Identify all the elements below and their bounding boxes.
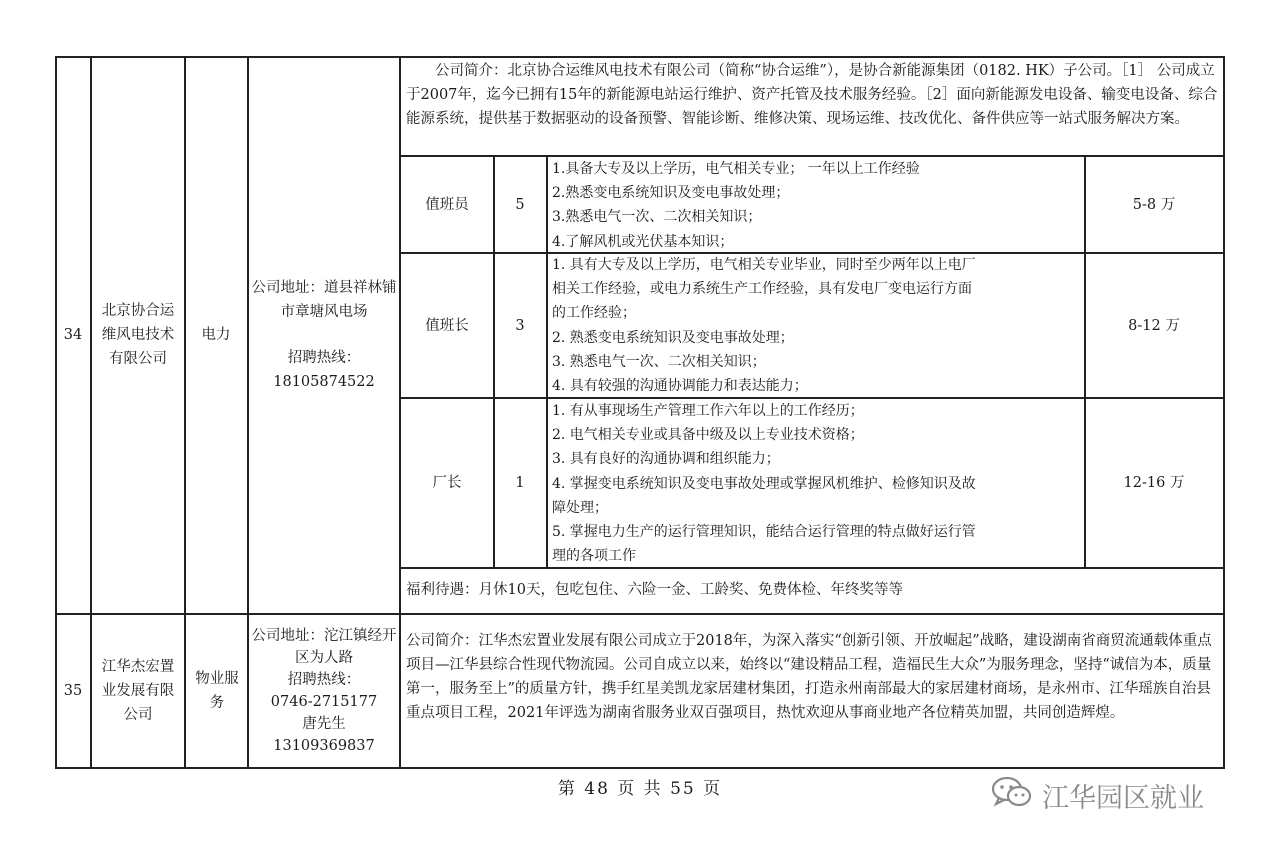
requirement-line: 4.了解风机或光伏基本知识； — [552, 233, 734, 250]
position-count: 5 — [515, 196, 525, 213]
col-divider — [90, 56, 92, 768]
intro-text: 公司简介：北京协合运维风电技术有限公司（简称“协合运维”），是协合新能源集团（0182. HK）子公司。［1］ 公司成立于2007年，迄今已拥有15年的新能源电站运行维护、资产托管及技术服务经验。［2］面向新能源发电设备、输变电设备、综合能源系统，提供基于数据驱动的设备预警、智能诊断、维修决策、现场运维、技改优化、备件供应等一站式服务解决方案。 — [406, 63, 1218, 127]
industry: 物业服务 — [195, 671, 239, 711]
table-border-bottom — [55, 767, 1225, 769]
contact-cell — [250, 615, 398, 767]
requirement-line: 1. 具有大专及以上学历，电气相关专业毕业，同时至少两年以上电厂 — [552, 257, 976, 273]
col-divider — [247, 56, 249, 768]
position-requirements — [552, 157, 920, 254]
requirement-line: 4. 掌握变电系统知识及变电事故处理或掌握风机维护、检修知识及故 — [552, 475, 976, 492]
requirement-line: 相关工作经验，或电力系统生产工作经验，具有发电厂变电运行方面 — [552, 281, 972, 298]
table-border-right — [1223, 56, 1225, 768]
company-intro — [406, 629, 1218, 725]
company-name: 北京协合运维风电技术有限公司 — [101, 303, 175, 367]
col-divider — [546, 155, 548, 568]
hotline-number: 0746-2715177 — [270, 694, 378, 710]
position-title: 值班员 — [425, 196, 469, 213]
page-number: 第 48 页 共 55 页 — [557, 779, 723, 799]
position-title: 厂长 — [432, 475, 462, 491]
requirement-line: 2. 电气相关专业或具备中级及以上专业技术资格； — [552, 427, 864, 444]
requirement-line: 障处理； — [552, 499, 608, 516]
requirement-line: 3.熟悉电气一次、二次相关知识； — [552, 209, 762, 226]
position-title: 值班长 — [425, 317, 469, 334]
position-salary: 8-12 万 — [1128, 317, 1180, 334]
row-index: 35 — [63, 683, 83, 699]
mobile-number: 13109369837 — [273, 738, 375, 754]
requirement-line: 的工作经验； — [552, 305, 636, 322]
requirement-line: 3. 具有良好的沟通协调和组织能力； — [552, 451, 780, 468]
company-intro — [406, 59, 1218, 131]
hotline-label: 招聘热线： — [287, 350, 361, 366]
requirement-line: 1. 有从事现场生产管理工作六年以上的工作经历； — [552, 403, 864, 419]
position-count: 1 — [515, 475, 525, 491]
contact-person: 唐先生 — [302, 716, 346, 732]
company-name: 江华杰宏置业发展有限公司 — [101, 659, 175, 723]
watermark — [990, 775, 1204, 815]
hotline-label: 招聘热线： — [287, 672, 361, 688]
requirement-line: 2.熟悉变电系统知识及变电事故处理； — [552, 185, 790, 202]
company-address: 公司地址：道县祥林铺市章塘风电场 — [251, 280, 397, 320]
requirement-line: 1.具备大专及以上学历，电气相关专业； 一年以上工作经验 — [552, 161, 920, 177]
position-count: 3 — [515, 317, 525, 334]
hotline-number: 18105874522 — [273, 374, 375, 390]
position-requirements — [552, 399, 976, 568]
company-address: 公司地址：沱江镇经开区为人路 — [251, 628, 397, 666]
wechat-icon — [990, 775, 1034, 816]
position-salary: 12-16 万 — [1123, 475, 1185, 491]
watermark-text: 江华园区就业 — [1042, 782, 1204, 814]
benefits: 福利待遇：月休10天，包吃包住、六险一金、工龄奖、免费体检、年终奖等等 — [406, 582, 903, 598]
requirement-line: 5. 掌握电力生产的运行管理知识，能结合运行管理的特点做好运行管 — [552, 524, 976, 541]
position-requirements — [552, 253, 976, 398]
requirement-line: 理的各项工作 — [552, 548, 636, 565]
requirement-line: 3. 熟悉电气一次、二次相关知识； — [552, 353, 766, 370]
requirement-line: 4. 具有较强的沟通协调能力和表达能力； — [552, 378, 808, 395]
row-index: 34 — [63, 327, 83, 343]
industry: 电力 — [201, 327, 231, 343]
requirement-line: 2. 熟悉变电系统知识及变电事故处理； — [552, 329, 794, 346]
position-salary: 5-8 万 — [1132, 196, 1176, 213]
intro-text: 公司简介：江华杰宏置业发展有限公司成立于2018年，为深入落实“创新引领、开放崛起”战略，建设湖南省商贸流通载体重点项目—江华县综合性现代物流园。公司自成立以来，始终以“建设精品工程，造福民生大众”为服务理念，坚持“诚信为本，质量第一，服务至上”的质量方针，携手红星美凯龙家居建材集团，打造永州南部最大的家居建材商场，是永州市、江华瑶族自治县重点项目工程，2021年评选为湖南省服务业双百强项目，热忱欢迎从事商业地产各位精英加盟，共同创造辉煌。 — [406, 633, 1212, 721]
contact-cell — [250, 57, 398, 613]
